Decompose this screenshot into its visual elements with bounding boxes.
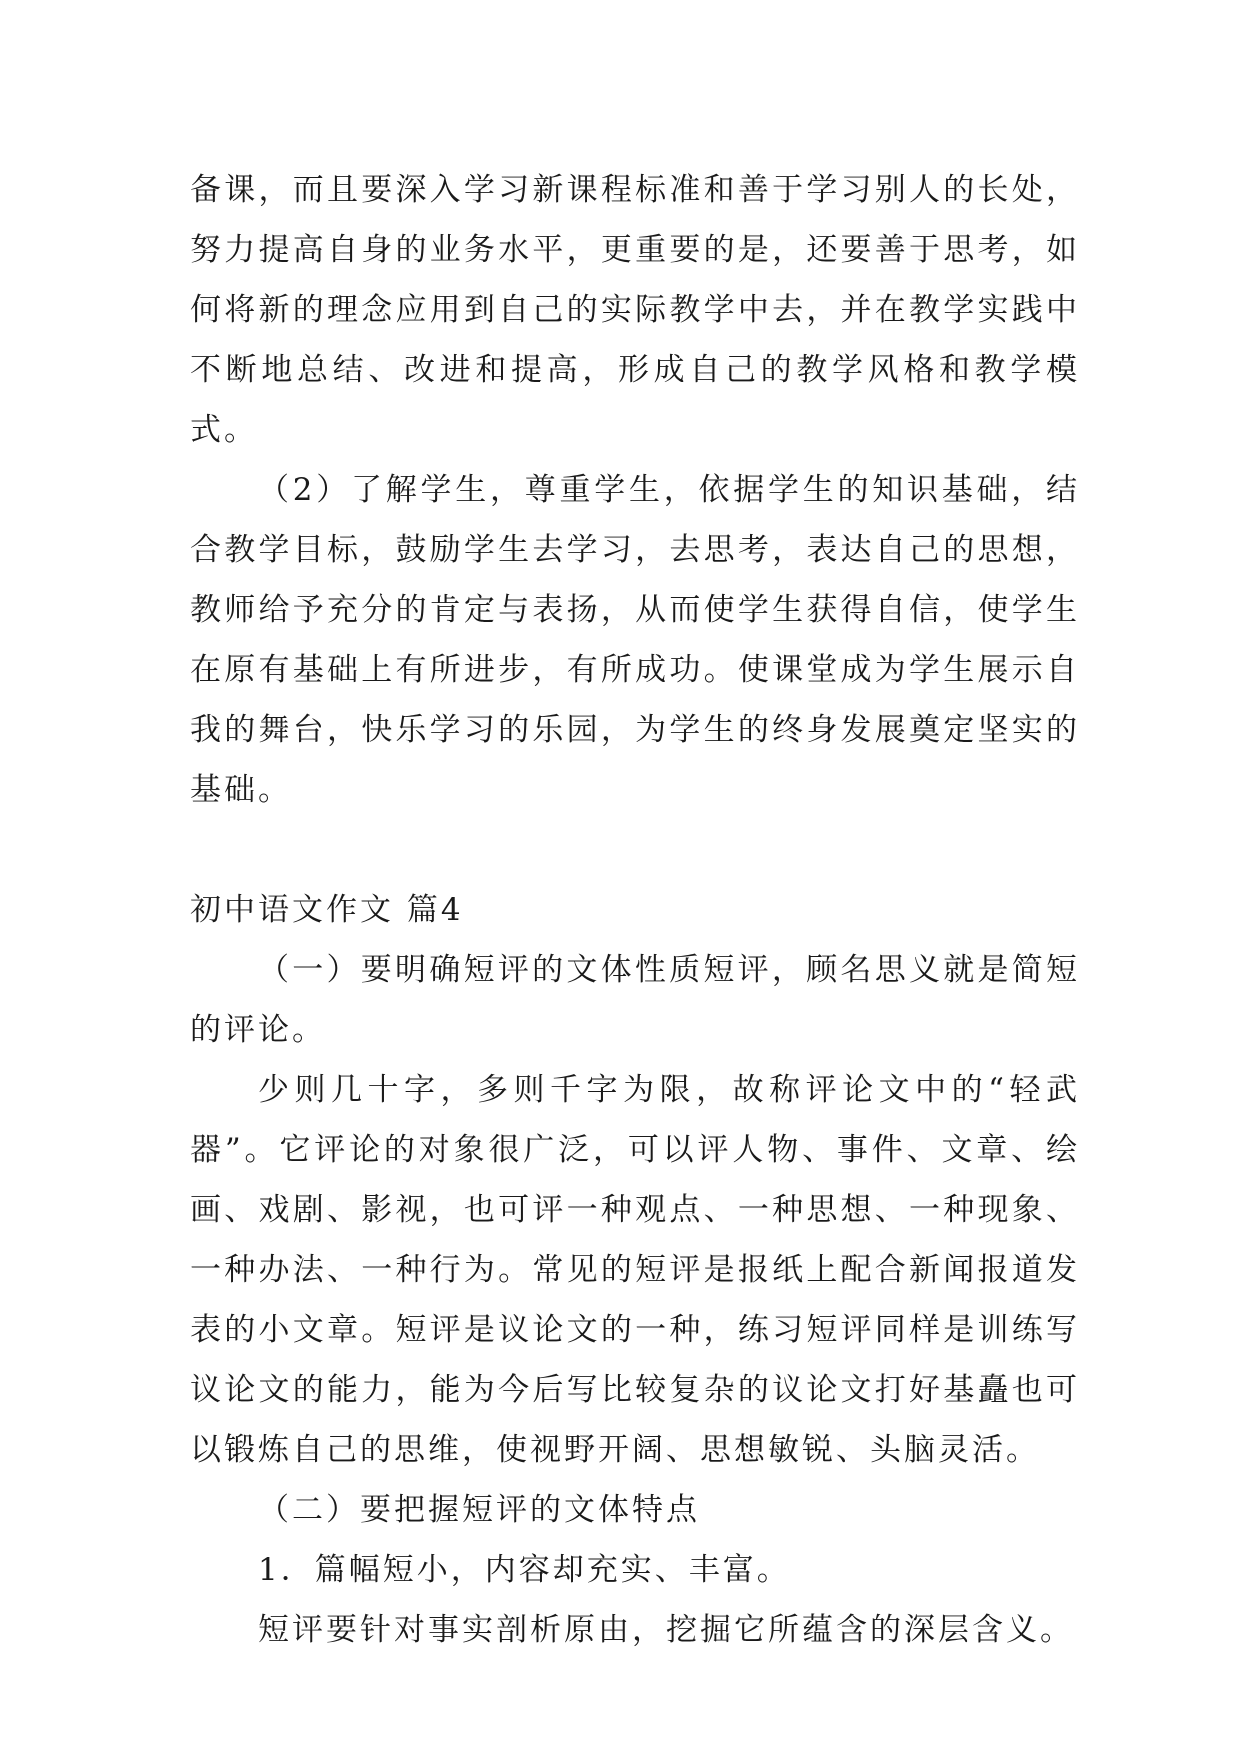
paragraph-short-review-description: 少则几十字，多则千字为限，故称评论文中的“轻武器”。它评论的对象很广泛，可以评人物、事件、文章、绘画、戏剧、影视，也可评一种观点、一种思想、一种现象、一种办法、一种行为。常见的短评是报纸上配合新闻报道发表的小文章。短评是议论文的一种，练习短评同样是训练写议论文的能力，能为今后写比较复杂的议论文打好基矗也可以锻炼自己的思维，使视野开阔、思想敏锐、头脑灵活。 (190, 1072, 1080, 1468)
section-heading: 初中语文作文 篇4 (190, 892, 464, 928)
paragraph-short-review-features-heading: （二）要把握短评的文体特点 (258, 1492, 700, 1528)
document-body (190, 160, 1080, 1660)
paragraph-lesson-preparation: 备课，而且要深入学习新课程标准和善于学习别人的长处，努力提高自身的业务水平，更重要的是，还要善于思考，如何将新的理念应用到自己的实际教学中去，并在教学实践中不断地总结、改进和提高，形成自己的教学风格和教学模式。 (190, 172, 1080, 448)
paragraph-short-review-nature: （一）要明确短评的文体性质短评，顾名思义就是简短的评论。 (190, 952, 1080, 1048)
paragraph-understand-students: （2）了解学生，尊重学生，依据学生的知识基础，结合教学目标，鼓励学生去学习，去思考，表达自己的思想，教师给予充分的肯定与表扬，从而使学生获得自信，使学生在原有基础上有所进步，有所成功。使课堂成为学生展示自我的舞台，快乐学习的乐园，为学生的终身发展奠定坚实的基础。 (190, 472, 1080, 808)
paragraph-analysis: 短评要针对事实剖析原由，挖掘它所蕴含的深层含义。 (258, 1612, 1074, 1648)
paragraph-feature-one: 1．篇幅短小，内容却充实、丰富。 (258, 1552, 791, 1588)
